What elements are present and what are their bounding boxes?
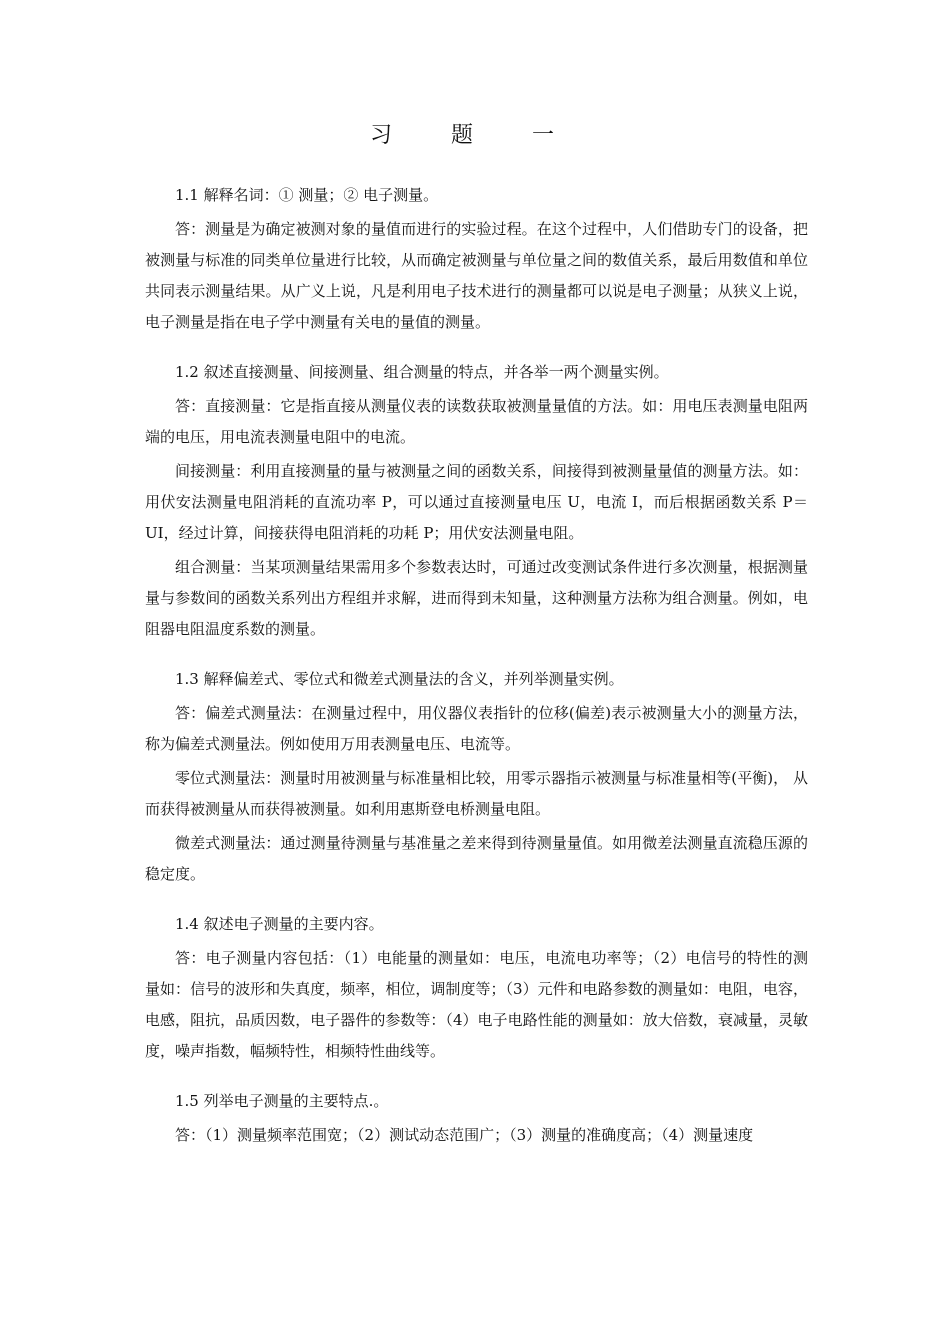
- answer-1-4: 答：电子测量内容包括：（1）电能量的测量如：电压，电流电功率等；（2）电信号的特性的测量如：信号的波形和失真度，频率，相位，调制度等；（3）元件和电路参数的测量如：电阻，电容，电感，阻抗，品质因数，电子器件的参数等：（4）电子电路性能的测量如：放大倍数，衰减量，灵敏度，噪声指数，幅频特性，相频特性曲线等。: [145, 949, 808, 1060]
- question-1-5: 1.5 列举电子测量的主要特点.。: [175, 1092, 389, 1110]
- answer-1-3-deviation: 答：偏差式测量法：在测量过程中，用仪器仪表指针的位移(偏差)表示被测量大小的测量方法，称为偏差式测量法。例如使用万用表测量电压、电流等。: [145, 704, 808, 753]
- question-1-1: 1.1 解释名词：① 测量；② 电子测量。: [175, 186, 439, 204]
- answer-1-2-direct: 答：直接测量：它是指直接从测量仪表的读数获取被测量量值的方法。如：用电压表测量电阻两端的电压，用电流表测量电阻中的电流。: [145, 397, 808, 446]
- answer-1-5: 答：（1）测量频率范围宽；（2）测试动态范围广；（3）测量的准确度高；（4）测量速度: [175, 1126, 754, 1144]
- section-1-4: [145, 909, 808, 1067]
- answer-1-3-null: 零位式测量法：测量时用被测量与标准量相比较，用零示器指示被测量与标准量相等(平衡)， 从而获得被测量从而获得被测量。如利用惠斯登电桥测量电阻。: [145, 769, 808, 818]
- page-title: 习 题 一: [370, 123, 580, 148]
- question-1-4: 1.4 叙述电子测量的主要内容。: [175, 915, 384, 933]
- section-1-1: [145, 180, 808, 338]
- section-1-3: [145, 664, 808, 890]
- section-1-2: [145, 357, 808, 645]
- question-1-3: 1.3 解释偏差式、零位式和微差式测量法的含义，并列举测量实例。: [175, 670, 624, 688]
- answer-1-3-differential: 微差式测量法：通过测量待测量与基准量之差来得到待测量量值。如用微差法测量直流稳压源的稳定度。: [145, 834, 808, 883]
- section-1-5: [145, 1086, 808, 1151]
- question-1-2: 1.2 叙述直接测量、间接测量、组合测量的特点，并各举一两个测量实例。: [175, 363, 669, 381]
- document-body: [145, 180, 808, 1154]
- answer-1-2-indirect: 间接测量：利用直接测量的量与被测量之间的函数关系，间接得到被测量量值的测量方法。如：用伏安法测量电阻消耗的直流功率 P，可以通过直接测量电压 U，电流 I，而后根据函数关系 P＝UI，经过计算，间接获得电阻消耗的功耗 P；用伏安法测量电阻。: [145, 462, 808, 542]
- answer-1-1: 答：测量是为确定被测对象的量值而进行的实验过程。在这个过程中，人们借助专门的设备，把被测量与标准的同类单位量进行比较，从而确定被测量与单位量之间的数值关系，最后用数值和单位共同表示测量结果。从广义上说，凡是利用电子技术进行的测量都可以说是电子测量；从狭义上说，电子测量是指在电子学中测量有关电的量值的测量。: [145, 220, 808, 331]
- answer-1-2-combined: 组合测量：当某项测量结果需用多个参数表达时，可通过改变测试条件进行多次测量，根据测量量与参数间的函数关系列出方程组并求解，进而得到未知量，这种测量方法称为组合测量。例如，电阻器电阻温度系数的测量。: [145, 558, 808, 638]
